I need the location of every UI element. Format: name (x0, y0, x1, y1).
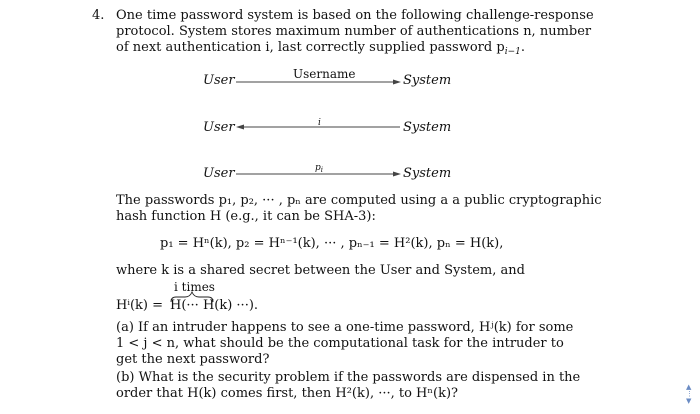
step2-arrowhead (236, 125, 244, 130)
step1-message: Username (293, 67, 356, 81)
scroll-dots-icon: ⋮ (686, 390, 693, 398)
intro-line-3-text: of next authentication i, last correctly supplied password p (116, 40, 505, 55)
passwords-line-2: hash function H (e.g., it can be SHA-3): (116, 209, 376, 224)
definition-rhs: H(··· H(k) ···). (170, 298, 259, 313)
side-scroll-widget[interactable] (686, 384, 696, 405)
intro-line-3-end: . (520, 40, 525, 55)
step3-message-p: p (315, 163, 321, 173)
intro-line-3-subscript: i−1 (504, 47, 521, 57)
step3-message (315, 160, 323, 178)
step1-arrowhead (393, 80, 401, 85)
intro-line-1: One time password system is based on the following challenge-response (116, 8, 594, 23)
where-line: where k is a shared secret between the User and System, and (116, 263, 525, 278)
question-number: 4. (92, 8, 105, 23)
brace-label: i times (174, 280, 215, 294)
password-equation: p₁ = Hⁿ(k), p₂ = Hⁿ⁻¹(k), ··· , pₙ₋₁ = H²(k), pₙ = H(k), (160, 236, 504, 251)
part-a-line-1: (a) If an intruder happens to see a one-time password, Hʲ(k) for some (116, 320, 574, 335)
step3-arrowhead (393, 172, 401, 177)
step3-message-subscript: i (320, 166, 324, 174)
part-b-line-2: order that H(k) comes first, then H²(k), ···, to Hⁿ(k)? (116, 386, 458, 401)
scroll-up-icon[interactable]: ▲ (686, 383, 692, 391)
step3-system-label: System (403, 166, 452, 181)
step3-user-label: User (203, 166, 235, 181)
step2-message: i (318, 118, 321, 128)
step2-user-label: User (203, 120, 235, 135)
intro-line-2: protocol. System stores maximum number of authentications n, number (116, 24, 592, 39)
part-a-line-2: 1 < j < n, what should be the computational task for the intruder to (116, 336, 564, 351)
step1-system-label: System (403, 73, 452, 88)
step1-user-label: User (203, 73, 235, 88)
passwords-line-1: The passwords p₁, p₂, ··· , pₙ are computed using a a public cryptographic (116, 193, 602, 208)
step2-system-label: System (403, 120, 452, 135)
scroll-down-icon[interactable]: ▼ (686, 397, 692, 405)
part-a-line-3: get the next password? (116, 352, 270, 367)
definition-lhs: Hⁱ(k) = (116, 298, 163, 313)
part-b-line-1: (b) What is the security problem if the passwords are dispensed in the (116, 370, 581, 385)
